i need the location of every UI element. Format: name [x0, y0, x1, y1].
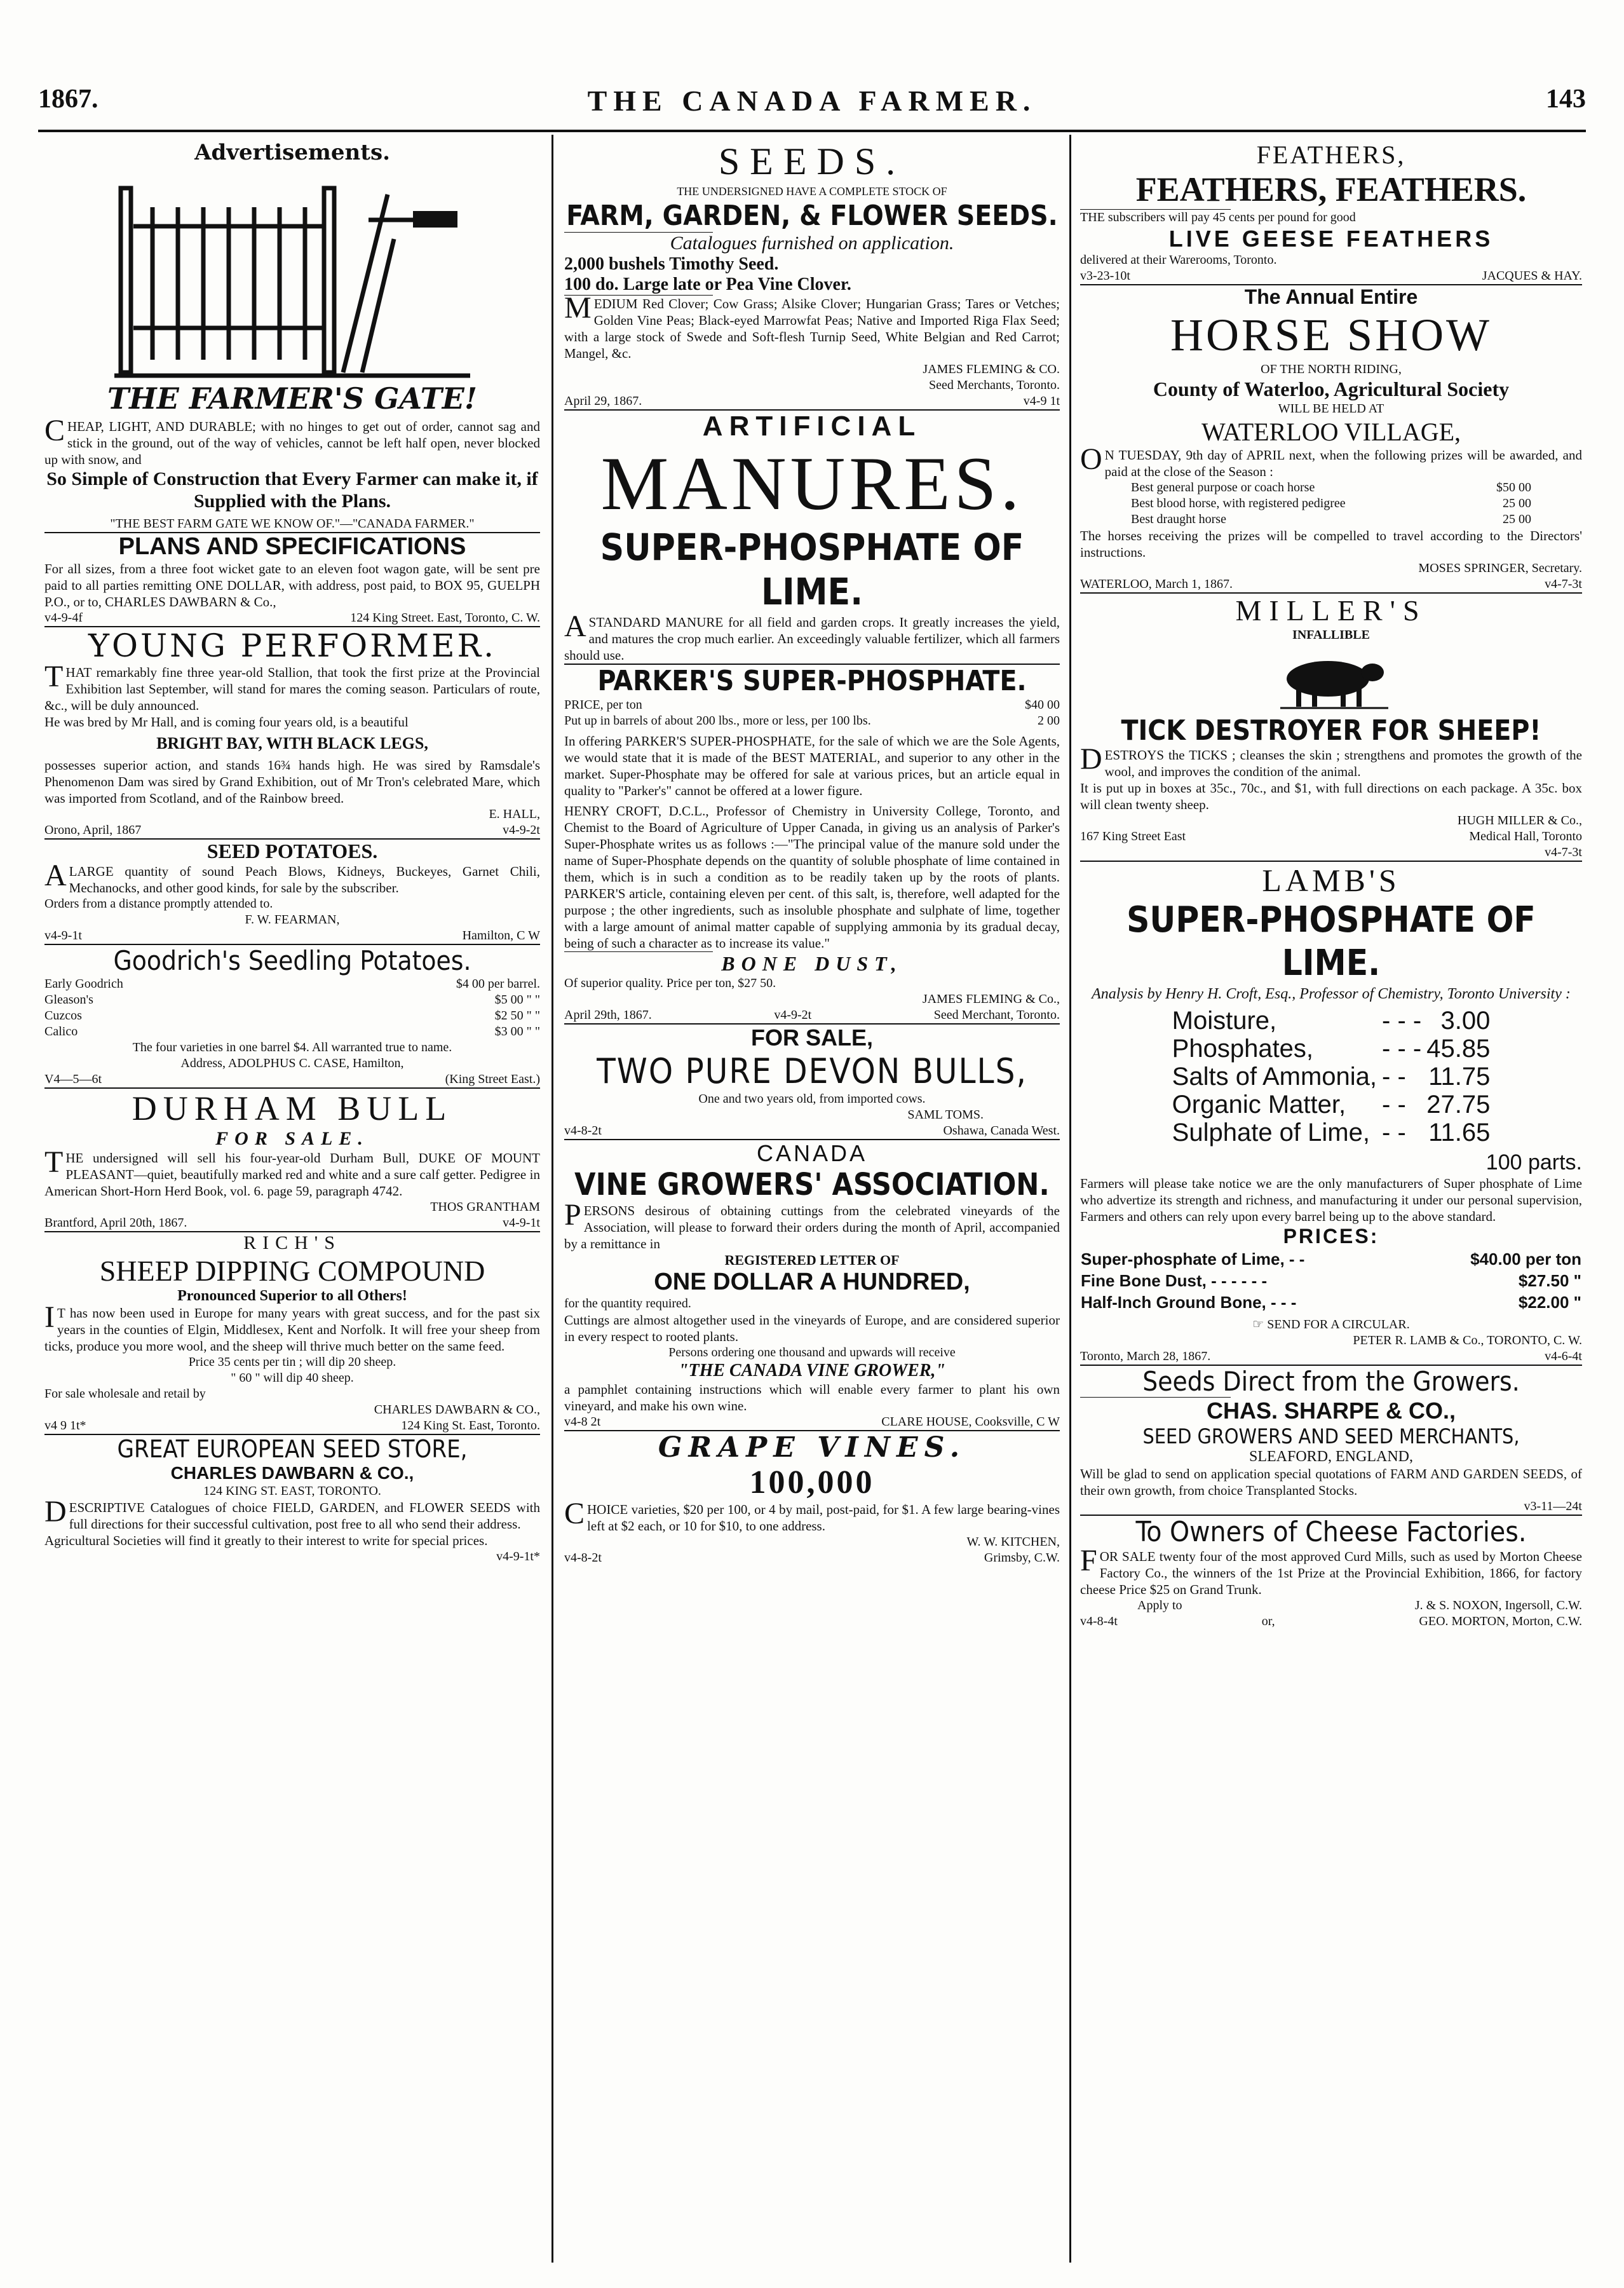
gate-description: CHEAP, LIGHT, AND DURABLE; with no hinges to get out of order, cannot sag and stick in the ground, out of the way of vehicles, cannot be left half open, never blocked up with snow, and [44, 414, 540, 467]
seed-potatoes-title: SEED POTATOES. [206, 840, 378, 862]
lamb-prices-table [1080, 1248, 1582, 1313]
vine-registered-letter: REGISTERED LETTER OF [724, 1252, 900, 1268]
component-name: Salts of Ammonia, [1172, 1063, 1377, 1091]
horse-show-ref: v4-7-3t [1545, 577, 1582, 591]
canada-title: CANADA [756, 1140, 868, 1166]
seeds-catalogues: Catalogues furnished on application. [670, 233, 954, 254]
devon-bulls-title: TWO PURE DEVON BULLS, [597, 1051, 1027, 1091]
bone-dust-date: April 29th, 1867. [564, 1008, 652, 1022]
goodrich-title: Goodrich's Seedling Potatoes. [113, 945, 471, 976]
column-rule-2 [1069, 135, 1071, 2263]
prize-name: Best blood horse, with registered pedigree [1131, 496, 1346, 510]
seed-potatoes-orders: Orders from a distance promptly attended to. [44, 897, 273, 911]
seed-potatoes-ref: v4-9-1t [44, 929, 82, 943]
goodrich-ref: V4—5—6t [44, 1072, 102, 1086]
euro-seed-body-2: Agricultural Societies will find it greatly to their interest to write for special prices. [44, 1533, 488, 1548]
young-performer-body-2: He was bred by Mr Hall, and is coming four years old, is a beautiful [44, 714, 409, 730]
page-number: 143 [1546, 85, 1586, 114]
tick-destroyer-body: DESTROYS the TICKS ; cleanses the skin ; strengthens and promotes the growth of the wool, and improves the condition of the animal. [1080, 742, 1582, 779]
issue-year: 1867. [38, 85, 98, 114]
component-value: 11.65 [1428, 1119, 1491, 1147]
rich-sale: For sale wholesale and retail by [44, 1387, 206, 1401]
vine-grower-title: "THE CANADA VINE GROWER," [678, 1361, 946, 1380]
list-item [1131, 496, 1531, 512]
young-performer-body: THAT remarkably fine three year-old Stallion, that took the first prize at the Provincial Exhibition last September, will stand for mares the coming season. Particulars of route, &c., will be duly announced. [44, 660, 540, 713]
seed-potatoes-body: ALARGE quantity of sound Peach Blows, Kidneys, Buckeyes, Garnet Chili, Mechanocks, and other good kinds, for sale by the subscriber. [44, 859, 540, 895]
page-header [38, 84, 1586, 122]
seeds-ref: v4-9 1t [1023, 394, 1060, 408]
component-value: 3.00 [1440, 1007, 1491, 1035]
horse-show-date: WATERLOO, March 1, 1867. [1080, 577, 1233, 591]
seed-potatoes-place: Hamilton, C W [462, 929, 540, 943]
young-performer-place: Orono, April, 1867 [44, 823, 142, 837]
horse-show-held: WILL BE HELD AT [1278, 402, 1384, 416]
seeds-signature: JAMES FLEMING & CO. [923, 362, 1060, 376]
vine-body-4: a pamphlet containing instructions which will enable every farmer to plant his own vineyard, and make his own wine. [564, 1382, 1060, 1413]
superphosphate-title: SUPER-PHOSPHATE OF LIME. [600, 526, 1024, 613]
list-item [1131, 480, 1531, 496]
euro-seed-body: DESCRIPTIVE Catalogues of choice FIELD, GARDEN, and FLOWER SEEDS with full directions for their successful cultivation, post free to all who send their address. [44, 1495, 540, 1532]
gate-title: THE FARMER'S GATE! [107, 381, 478, 416]
horse-show-title: HORSE SHOW [1170, 310, 1492, 360]
vine-place: CLARE HOUSE, Cooksville, C W [881, 1415, 1060, 1429]
component-dashes: - - [1382, 1091, 1406, 1119]
seeds-title: SEEDS. [718, 140, 906, 182]
durham-bull-subtitle: FOR SALE. [215, 1128, 369, 1149]
list-item [44, 992, 540, 1008]
goodrich-note: The four varieties in one barrel $4. All warranted true to name. [132, 1040, 452, 1054]
feathers-geese: LIVE GEESE FEATHERS [1168, 226, 1494, 252]
tick-destroyer-body-2: It is put up in boxes at 35c., 70c., and $1, with full directions on each package. A 35c. box will clean twenty sheep. [1080, 780, 1582, 812]
table-row [1080, 1248, 1582, 1270]
seeds-signature-2: Seed Merchants, Toronto. [929, 378, 1060, 392]
goodrich-address: Address, ADOLPHUS C. CASE, Hamilton, [180, 1056, 404, 1070]
lamb-body: Farmers will please take notice we are the only manufacturers of Super phosphate of Lime who advertize its strength and richness, and manufacturing it under our personal supervision, Farmers and others can rely upon every barrel being up to the above standard. [1080, 1176, 1582, 1224]
feathers-delivery: delivered at their Warerooms, Toronto. [1080, 253, 1277, 267]
list-item [1131, 512, 1531, 528]
table-row [1080, 1270, 1582, 1291]
header-rule [38, 130, 1586, 132]
devon-bulls-place: Oshawa, Canada West. [943, 1124, 1060, 1138]
for-sale-title: FOR SALE, [750, 1025, 873, 1051]
rich-price-1: Price 35 cents per tin ; will dip 20 sheep. [188, 1355, 396, 1369]
lambs-title: LAMB'S [1262, 862, 1400, 898]
prize-name: Best general purpose or coach horse [1131, 480, 1315, 494]
horse-prize-list [1080, 480, 1582, 528]
potato-variety: Calico [44, 1025, 78, 1038]
column-right [1080, 140, 1582, 2263]
parker-barrel-label: Put up in barrels of about 200 lbs., more or less, per 100 lbs. [564, 714, 871, 728]
product-name: Super-phosphate of Lime, - - [1081, 1250, 1305, 1269]
parker-price-label: PRICE, per ton [564, 698, 642, 712]
vine-growers-title: VINE GROWERS' ASSOCIATION. [574, 1167, 1050, 1202]
durham-bull-signature: THOS GRANTHAM [430, 1200, 540, 1214]
horse-show-body-2: The horses receiving the prizes will be compelled to travel according to the Directors' instructions. [1080, 528, 1582, 560]
lamb-signature: PETER R. LAMB & Co., TORONTO, C. W. [1353, 1333, 1582, 1347]
bone-dust-ref: v4-9-2t [774, 1008, 812, 1022]
sharpe-ref: v3-11—24t [1524, 1499, 1582, 1513]
tick-destroyer-address: 167 King Street East [1080, 829, 1186, 843]
newspaper-title: THE CANADA FARMER. [587, 85, 1037, 117]
euro-seed-title: GREAT EUROPEAN SEED STORE, [117, 1435, 468, 1463]
potato-price: $5 00 " " [494, 993, 540, 1007]
grape-vines-signature: W. W. KITCHEN, [966, 1535, 1060, 1549]
bone-dust-title: BONE DUST, [721, 952, 903, 975]
potato-variety: Cuzcos [44, 1009, 82, 1023]
euro-seed-subtitle: CHARLES DAWBARN & CO., [170, 1463, 414, 1483]
prize-amount: $50 00 [1496, 480, 1531, 494]
durham-bull-body: THE undersigned will sell his four-year-old Durham Bull, DUKE OF MOUNT PLEASANT—quiet, beautifully marked red and white and a sure calf getter. Pedigree in American Short-Horn Herd Book, vol. 6. page 59, paragraph 4742. [44, 1145, 540, 1199]
table-row [1170, 1091, 1493, 1119]
grape-vines-body: CHOICE varieties, $20 per 100, or 4 by mail, post-paid, for $1. A few large bearing-vines left at $2 each, or 10 for $10, to one address. [564, 1497, 1060, 1534]
lamb-total: 100 parts. [1485, 1150, 1582, 1175]
table-row [1080, 1291, 1582, 1313]
cheese-signature-2: GEO. MORTON, Morton, C.W. [1419, 1614, 1582, 1628]
seeds-preface: THE UNDERSIGNED HAVE A COMPLETE STOCK OF [677, 185, 947, 198]
tick-destroyer-place: Medical Hall, Toronto [1469, 829, 1582, 843]
rich-compound-title: SHEEP DIPPING COMPOUND [99, 1255, 485, 1287]
goodrich-price-list [44, 976, 540, 1040]
sharpe-place: SLEAFORD, ENGLAND, [1249, 1448, 1413, 1465]
parker-barrel-value: 2 00 [1038, 714, 1060, 728]
table-row [1170, 1035, 1493, 1063]
component-name: Moisture, [1172, 1007, 1277, 1035]
young-performer-title: YOUNG PERFORMER. [88, 627, 497, 664]
component-dashes: - - - [1382, 1035, 1422, 1063]
cheese-or: or, [1261, 1614, 1275, 1628]
bone-dust-place: Seed Merchant, Toronto. [933, 1008, 1060, 1022]
cheese-apply: Apply to [1137, 1598, 1182, 1612]
young-performer-ref: v4-9-2t [503, 823, 540, 837]
gate-quote: "THE BEST FARM GATE WE KNOW OF."—"CANADA FARMER." [110, 517, 475, 531]
superphosphate-body: ASTANDARD MANURE for all field and garden crops. It greatly increases the yield, and matures the crop much earlier. An exceedingly valuable fertilizer, which all farmers should use. [564, 609, 1060, 663]
millers-title: MILLER'S [1235, 594, 1427, 627]
bone-dust-signature: JAMES FLEMING & Co., [922, 992, 1060, 1006]
euro-seed-ref: v4-9-1t* [496, 1549, 540, 1563]
rich-price-2: " 60 " will dip 40 sheep. [231, 1371, 354, 1385]
feathers-title-2: FEATHERS, FEATHERS. [1135, 170, 1527, 208]
seeds-date: April 29, 1867. [564, 394, 642, 408]
durham-bull-place: Brantford, April 20th, 1867. [44, 1216, 187, 1230]
plans-title: PLANS AND SPECIFICATIONS [118, 533, 466, 560]
parker-title: PARKER'S SUPER-PHOSPHATE. [597, 665, 1027, 697]
horse-show-county: County of Waterloo, Agricultural Society [1153, 378, 1510, 400]
table-row [1170, 1119, 1493, 1147]
farm-gate-illustration [114, 169, 470, 379]
seeds-direct-title: Seeds Direct from the Growers. [1142, 1366, 1520, 1397]
horse-show-signature: MOSES SPRINGER, Secretary. [1418, 561, 1582, 575]
cheese-title: To Owners of Cheese Factories. [1135, 1516, 1527, 1548]
component-name: Organic Matter, [1172, 1091, 1346, 1119]
seeds-clover: 100 do. Large late or Pea Vine Clover. [564, 275, 851, 294]
rich-title: RICH'S [243, 1232, 341, 1253]
component-dashes: - - - [1382, 1007, 1422, 1035]
vine-dollar-hundred: ONE DOLLAR A HUNDRED, [654, 1269, 970, 1295]
horse-show-riding: OF THE NORTH RIDING, [1261, 362, 1402, 376]
parker-price-value: $40 00 [1025, 698, 1060, 712]
lamb-analysis-table [1170, 1007, 1493, 1147]
parker-body: In offering PARKER'S SUPER-PHOSPHATE, for the sale of which we are the Sole Agents, we would state that it is made of the BEST MATERIAL, and superior to any other in the market. Super-Phosphate may be offered for sale at various prices, but an article equal in quality to "Parker's" cannot be offered at a lower figure. [564, 733, 1060, 798]
artificial-title: ARTIFICIAL [702, 411, 922, 442]
plans-ref: v4-9-4f [44, 611, 83, 625]
young-performer-signature: E. HALL, [489, 807, 540, 821]
millers-infallible: INFALLIBLE [1292, 628, 1370, 642]
sharpe-title: CHAS. SHARPE & CO., [1206, 1398, 1456, 1424]
vine-quantity: for the quantity required. [564, 1297, 691, 1311]
grape-vines-ref: v4-8-2t [564, 1551, 602, 1565]
euro-seed-address: 124 KING ST. EAST, TORONTO. [203, 1484, 381, 1498]
vine-growers-body: PERSONS desirous of obtaining cuttings from the celebrated vineyards of the Association, will please to forward their orders during the month of April, accompanied by a remittance in [564, 1198, 1060, 1251]
seeds-body: MEDIUM Red Clover; Cow Grass; Alsike Clover; Hungarian Grass; Tares or Vetches; Golden Vine Peas; Black-eyed Marrowfat Peas; Native and Imported Riga Flax Seed; with a large stock of Swede and Soft-flesh Turnip Seed, White Belgian and Red Carrot; Mangel, &c. [564, 291, 1060, 361]
potato-price: $4 00 per barrel. [456, 977, 540, 991]
tick-destroyer-title: TICK DESTROYER FOR SHEEP! [1121, 714, 1541, 747]
lamb-date: Toronto, March 28, 1867. [1080, 1349, 1211, 1363]
product-price: $27.50 " [1518, 1271, 1581, 1290]
prices-title: PRICES: [1283, 1225, 1379, 1248]
sheep-illustration [1268, 647, 1395, 711]
rich-body: IT has now been used in Europe for many years with great success, and for the past six years in the counties of Elgin, Middlesex, Kent and Norfolk. It will free your sheep from ticks, produce you more wool, and the sheep will thrive much better on the same feed. [44, 1300, 540, 1354]
prize-amount: 25 00 [1503, 512, 1531, 526]
tick-destroyer-ref: v4-7-3t [1545, 845, 1582, 859]
component-name: Sulphate of Lime, [1172, 1119, 1370, 1147]
cheese-ref: v4-8-4t [1080, 1614, 1118, 1628]
table-row [1170, 1063, 1493, 1091]
horse-show-village: WATERLOO VILLAGE, [1201, 418, 1461, 446]
column-rule-1 [551, 135, 553, 2263]
seeds-headline: FARM, GARDEN, & FLOWER SEEDS. [566, 200, 1058, 232]
lamb-superphosphate-title: SUPER-PHOSPHATE OF LIME. [1127, 899, 1536, 984]
young-performer-subhead: BRIGHT BAY, WITH BLACK LEGS, [156, 734, 428, 752]
rich-address: 124 King St. East, Toronto. [401, 1419, 540, 1433]
product-name: Half-Inch Ground Bone, - - - [1081, 1293, 1297, 1312]
young-performer-body-3: possesses superior action, and stands 16¾ hands high. He was sired by Ramsdale's Phenomenon Dam was sired by Grand Exhibition, out of Mr Tron's celebrated Mare, which was imported from Scotland, and of the Rainbow breed. [44, 758, 540, 806]
potato-price: $2 50 " " [494, 1009, 540, 1023]
devon-bulls-ref: v4-8-2t [564, 1124, 602, 1138]
durham-bull-ref: v4-9-1t [503, 1216, 540, 1230]
component-value: 45.85 [1426, 1035, 1491, 1063]
gate-simple-claim: So Simple of Construction that Every Farmer can make it, if Supplied with the Plans. [46, 468, 538, 512]
component-value: 27.75 [1426, 1091, 1491, 1119]
tick-destroyer-signature: HUGH MILLER & Co., [1457, 814, 1582, 827]
potato-variety: Gleason's [44, 993, 93, 1007]
grape-vines-title: GRAPE VINES. [658, 1431, 966, 1464]
feathers-ref: v3-23-10t [1080, 269, 1130, 283]
seeds-timothy: 2,000 bushels Timothy Seed. [564, 254, 779, 274]
rich-signature: CHARLES DAWBARN & CO., [374, 1403, 540, 1417]
column-left [44, 140, 540, 2263]
prize-amount: 25 00 [1503, 496, 1531, 510]
plans-description: For all sizes, from a three foot wicket gate to an eleven foot wagon gate, will be sent pre paid to all parties remitting ONE DOLLAR, with address, post paid, to BOX 95, GUELPH P.O., or to, CHARLES DAWBARN & Co., [44, 561, 540, 609]
horse-show-body: ON TUESDAY, 9th day of APRIL next, when the following prizes will be awarded, and paid at the close of the Season : [1080, 442, 1582, 479]
feathers-signature: JACQUES & HAY. [1482, 269, 1582, 283]
lamb-ref: v4-6-4t [1545, 1349, 1582, 1363]
list-item [44, 976, 540, 992]
lamb-circular: ☞ SEND FOR A CIRCULAR. [1252, 1318, 1410, 1331]
rich-subtitle: Pronounced Superior to all Others! [177, 1288, 407, 1304]
prize-name: Best draught horse [1131, 512, 1226, 526]
product-price: $40.00 per ton [1470, 1250, 1581, 1269]
column-middle [564, 140, 1060, 2263]
feathers-title: FEATHERS, [1256, 140, 1406, 169]
sharpe-body: Will be glad to send on application special quotations of FARM AND GARDEN SEEDS, of their own growth, from choice Transplanted Stocks. [1080, 1466, 1582, 1498]
parker-body-2: HENRY CROFT, D.C.L., Professor of Chemistry in University College, Toronto, and Chemist to the Board of Agriculture of Upper Canada, in giving us an analysis of Parker's Super-Phosphate writes us as follows :—"The principal value of the manure sold under the name of Super-Phosphate depends on the quantity of soluble phosphate of lime contained in them, which is in such a condition as to be readily taken up by the roots of plants. PARKER'S article, containing eleven per cent. of this salt, is, therefore, well adapted for the purpose ; the other ingredients, such as insoluble phosphate and sulphate of lime, together with a large amount of animal matter capable of supplying ammonia by its gradual decay, being of such a character as to increase its value." [564, 803, 1060, 951]
vine-body-2: Cuttings are almost altogether used in the vineyards of Europe, and are considered superior in every respect to rooted plants. [564, 1312, 1060, 1344]
seed-potatoes-signature: F. W. FEARMAN, [245, 913, 340, 927]
table-row [1170, 1007, 1493, 1035]
cheese-signature-1: J. & S. NOXON, Ingersoll, C.W. [1414, 1598, 1582, 1612]
component-value: 11.75 [1428, 1063, 1491, 1091]
manures-title: MANURES. [600, 441, 1024, 526]
sharpe-subtitle: SEED GROWERS AND SEED MERCHANTS, [1142, 1424, 1520, 1448]
lamb-analysis: Analysis by Henry H. Croft, Esq., Professor of Chemistry, Toronto University : [1092, 986, 1571, 1002]
component-dashes: - - [1382, 1063, 1406, 1091]
devon-bulls-body: One and two years old, from imported cows. [698, 1092, 926, 1106]
component-dashes: - - [1382, 1119, 1406, 1147]
goodrich-street: (King Street East.) [445, 1072, 540, 1086]
feathers-body: THE subscribers will pay 45 cents per pound for good [1080, 210, 1356, 224]
potato-variety: Early Goodrich [44, 977, 123, 991]
product-name: Fine Bone Dust, - - - - - - [1081, 1271, 1268, 1290]
section-heading: Advertisements. [194, 140, 390, 165]
cheese-body: FOR SALE twenty four of the most approved Curd Mills, such as used by Morton Cheese Factory Co., the winners of the 1st Prize at the Provincial Exhibition, 1866, for factory cheese Price $25 on Grand Trunk. [1080, 1544, 1582, 1597]
list-item [44, 1008, 540, 1024]
list-item [44, 1024, 540, 1040]
vine-ref: v4-8 2t [564, 1415, 601, 1429]
horse-show-preface: The Annual Entire [1244, 285, 1418, 308]
devon-bulls-signature: SAML TOMS. [907, 1108, 984, 1122]
plans-address: 124 King Street. East, Toronto, C. W. [350, 611, 540, 625]
grape-vines-count: 100,000 [749, 1464, 875, 1501]
grape-vines-place: Grimsby, C.W. [984, 1551, 1060, 1565]
vine-body-3: Persons ordering one thousand and upwards will receive [668, 1345, 956, 1359]
rich-ref: v4 9 1t* [44, 1419, 86, 1433]
product-price: $22.00 " [1518, 1293, 1581, 1312]
bone-dust-price: Of superior quality. Price per ton, $27 50. [564, 976, 776, 990]
component-name: Phosphates, [1172, 1035, 1314, 1063]
durham-bull-title: DURHAM BULL [132, 1089, 453, 1127]
potato-price: $3 00 " " [494, 1025, 540, 1038]
